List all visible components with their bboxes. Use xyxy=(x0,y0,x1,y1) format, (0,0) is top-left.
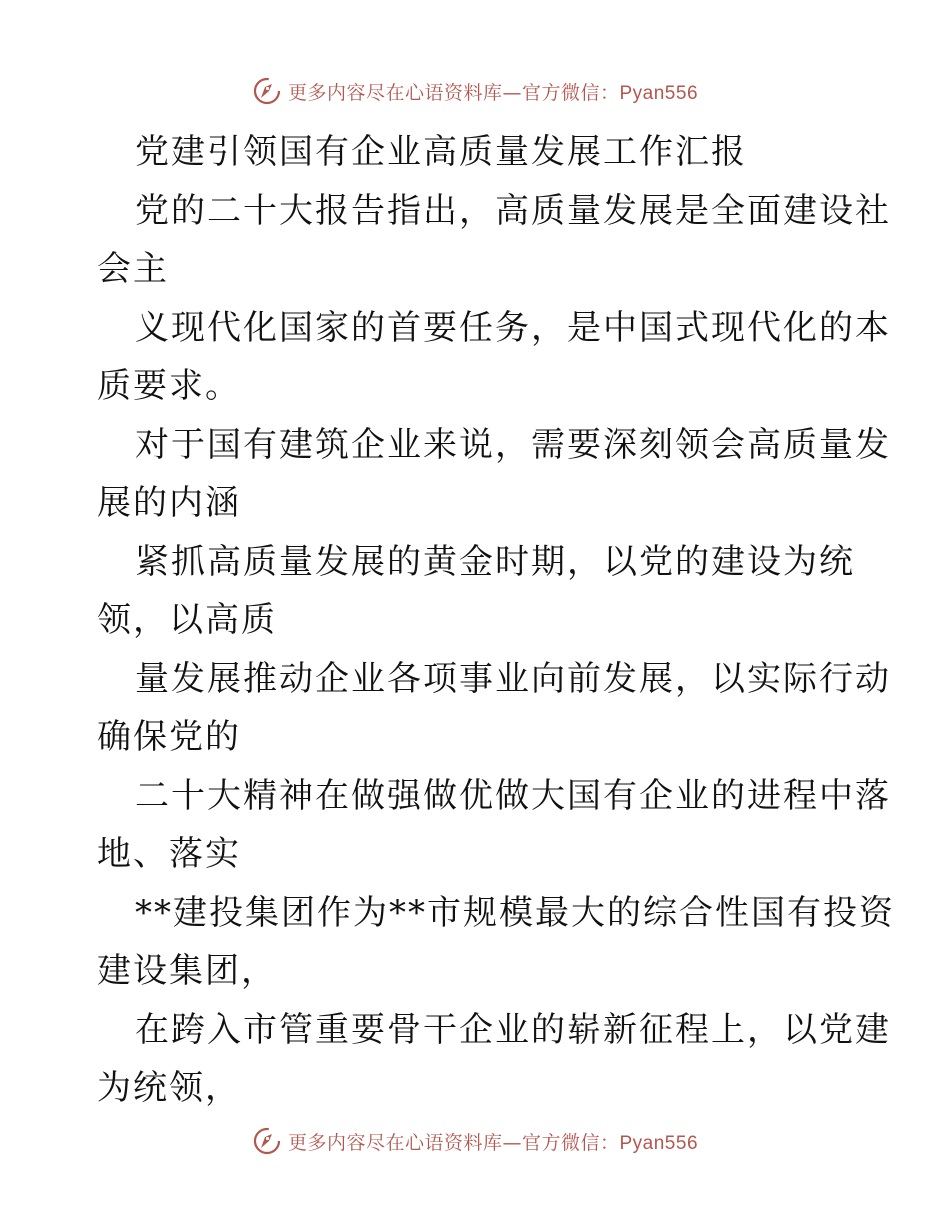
text-line: 展的内涵 xyxy=(97,483,241,523)
text-line: 二十大精神在做强做优做大国有企业的进程中落 xyxy=(135,775,891,816)
document-title: 党建引领国有企业高质量发展工作汇报 xyxy=(135,132,747,172)
text-line: 紧抓高质量发展的黄金时期，以党的建设为统 xyxy=(135,541,855,582)
watermark-wechat-id: Pyan556 xyxy=(619,1132,699,1154)
header-watermark xyxy=(0,71,950,111)
watermark-label: 更多内容尽在心语资料库—官方微信： xyxy=(287,81,620,104)
text-line: 会主 xyxy=(97,249,169,289)
text-line: 量发展推动企业各项事业向前发展，以实际行动 xyxy=(135,658,891,699)
text-line: 对于国有建筑企业来说，需要深刻领会高质量发 xyxy=(135,424,891,465)
footer-watermark xyxy=(0,1121,950,1161)
document-body xyxy=(97,123,895,1118)
text-line: 领，以高质 xyxy=(97,600,277,640)
text-line: 地、落实 xyxy=(97,834,241,874)
text-line: 确保党的 xyxy=(97,717,241,757)
watermark-wechat-id: Pyan556 xyxy=(619,82,699,104)
text-line: 党的二十大报告指出，高质量发展是全面建设社 xyxy=(135,190,891,231)
text-line: 质要求。 xyxy=(97,366,241,406)
text-line: 义现代化国家的首要任务，是中国式现代化的本 xyxy=(135,307,891,348)
text-line: 为统领， xyxy=(97,1068,241,1108)
pen-nib-logo-icon xyxy=(252,1126,282,1156)
text-line: 建设集团， xyxy=(97,951,277,991)
watermark-text xyxy=(288,1128,698,1155)
text-line: 在跨入市管重要骨干企业的崭新征程上，以党建 xyxy=(135,1009,891,1050)
watermark-label: 更多内容尽在心语资料库—官方微信： xyxy=(287,1131,620,1154)
watermark-text xyxy=(288,78,698,105)
text-line: **建投集团作为**市规模最大的综合性国有投资 xyxy=(135,892,895,933)
pen-nib-logo-icon xyxy=(252,76,282,106)
